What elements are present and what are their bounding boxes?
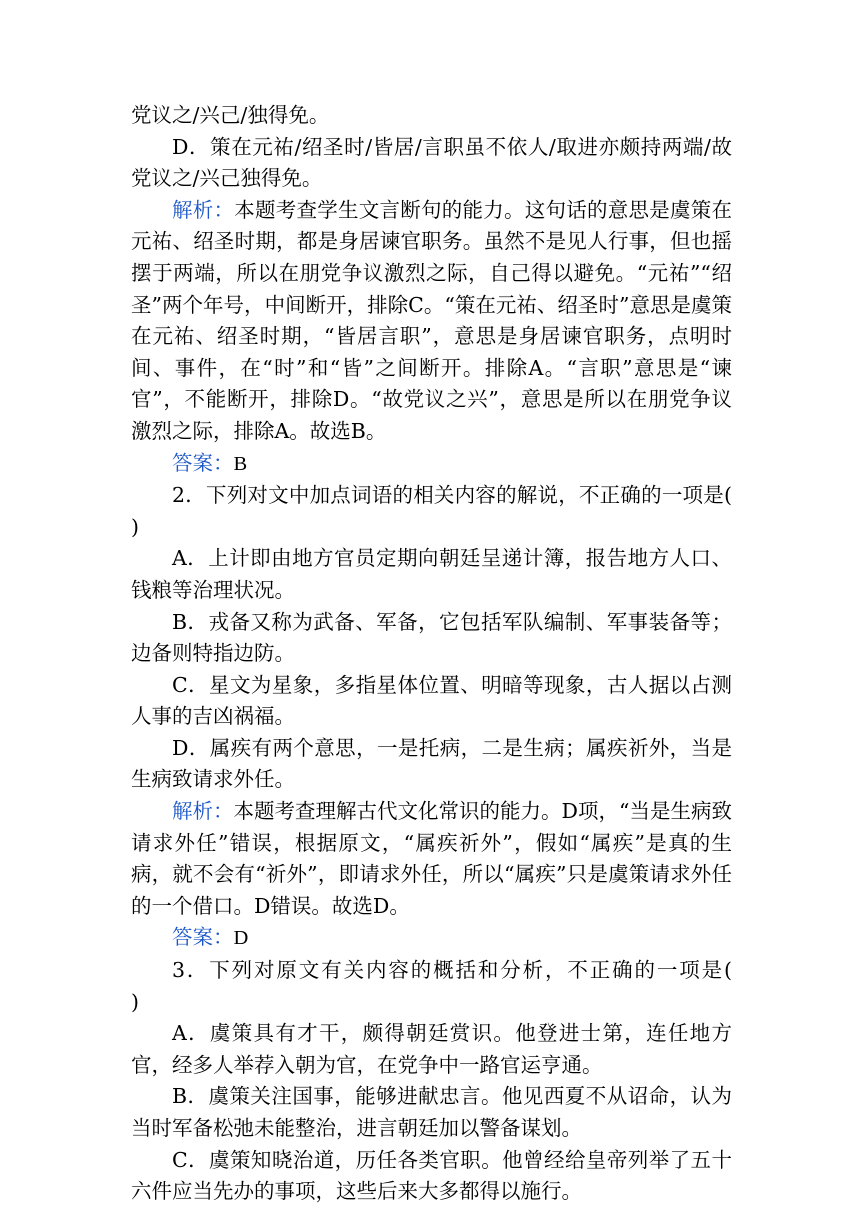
q2-option-c	[131, 670, 732, 733]
q3-option-a	[131, 1018, 732, 1081]
answer-label: 答案：	[172, 450, 234, 475]
paragraph-text: 党议之/兴己/独得免。	[131, 103, 330, 127]
analysis-text: 本题考查理解古代文化常识的能力。D项，“当是生病致请求外任”错误，根据原文，“属疾祈外”，假如“属疾”是真的生病，就不会有“祈外”，即请求外任，所以“属疾”只是虞策请求外任的一个借口。D错误。故选D。	[131, 799, 732, 918]
option-text: D．属疾有两个意思，一是托病，二是生病；属疾祈外，当是生病致请求外任。	[131, 735, 732, 792]
analysis-text: 本题考查学生文言断句的能力。这句话的意思是虞策在元祐、绍圣时期，都是身居谏官职务。虽然不是见人行事，但也摇摆于两端，所以在朋党争议激烈之际，自己得以避免。“元祐”“绍圣”两个年号，中间断开，排除C。“策在元祐、绍圣时”意思是虞策在元祐、绍圣时期，“皆居言职”，意思是身居谏官职务，点明时间、事件，在“时”和“皆”之间断开。排除A。“言职”意思是“谏官”，不能断开，排除D。“故党议之兴”，意思是所以在朋党争议激烈之际，排除A。故选B。	[131, 197, 732, 443]
analysis-q1	[131, 195, 732, 448]
answer-value: D	[233, 927, 249, 950]
q2-option-b	[131, 607, 732, 670]
question-text: 3．下列对原文有关内容的概括和分析，不正确的一项是( )	[131, 958, 773, 1014]
analysis-label: 解析：	[172, 799, 234, 824]
question-3	[131, 955, 773, 1018]
q2-option-d	[131, 733, 732, 796]
paragraph-text: D．策在元祐/绍圣时/皆居/言职虽不依人/取进亦颇持两端/故党议之/兴己独得免。	[131, 134, 732, 191]
option-text: B．虞策关注国事，能够进献忠言。他见西夏不从诏命，认为当时军备松弛未能整治，进言朝廷加以警备谋划。	[131, 1084, 732, 1140]
analysis-q2	[131, 796, 732, 922]
answer-q1	[131, 448, 732, 481]
answer-q2	[131, 922, 732, 955]
question-text: 2．下列对文中加点词语的相关内容的解说，不正确的一项是( )	[131, 483, 773, 539]
option-text: B．戎备又称为武备、军备，它包括军队编制、军事装备等；边备则特指边防。	[131, 609, 732, 666]
q3-option-c	[131, 1145, 732, 1208]
document-page	[131, 100, 773, 1208]
option-text: C．虞策知晓治道，历任各类官职。他曾经给皇帝列举了五十六件应当先办的事项，这些后来大多都得以施行。	[131, 1147, 732, 1204]
option-text: C．星文为星象，多指星体位置、明暗等现象，古人据以占测人事的吉凶祸福。	[131, 672, 732, 729]
question-2	[131, 480, 773, 543]
answer-label: 答案：	[172, 925, 234, 950]
option-text: A．虞策具有才干，颇得朝廷赏识。他登进士第，连任地方官，经多人举荐入朝为官，在党争中一路官运亨通。	[131, 1021, 732, 1077]
option-text: A．上计即由地方官员定期向朝廷呈递计簿，报告地方人口、钱粮等治理状况。	[131, 546, 732, 602]
q3-option-b	[131, 1081, 732, 1144]
q2-option-a	[131, 543, 732, 606]
paragraph-continued-option-c	[131, 100, 732, 132]
analysis-label: 解析：	[172, 197, 235, 222]
option-d	[131, 132, 732, 195]
answer-value: B	[233, 452, 248, 475]
